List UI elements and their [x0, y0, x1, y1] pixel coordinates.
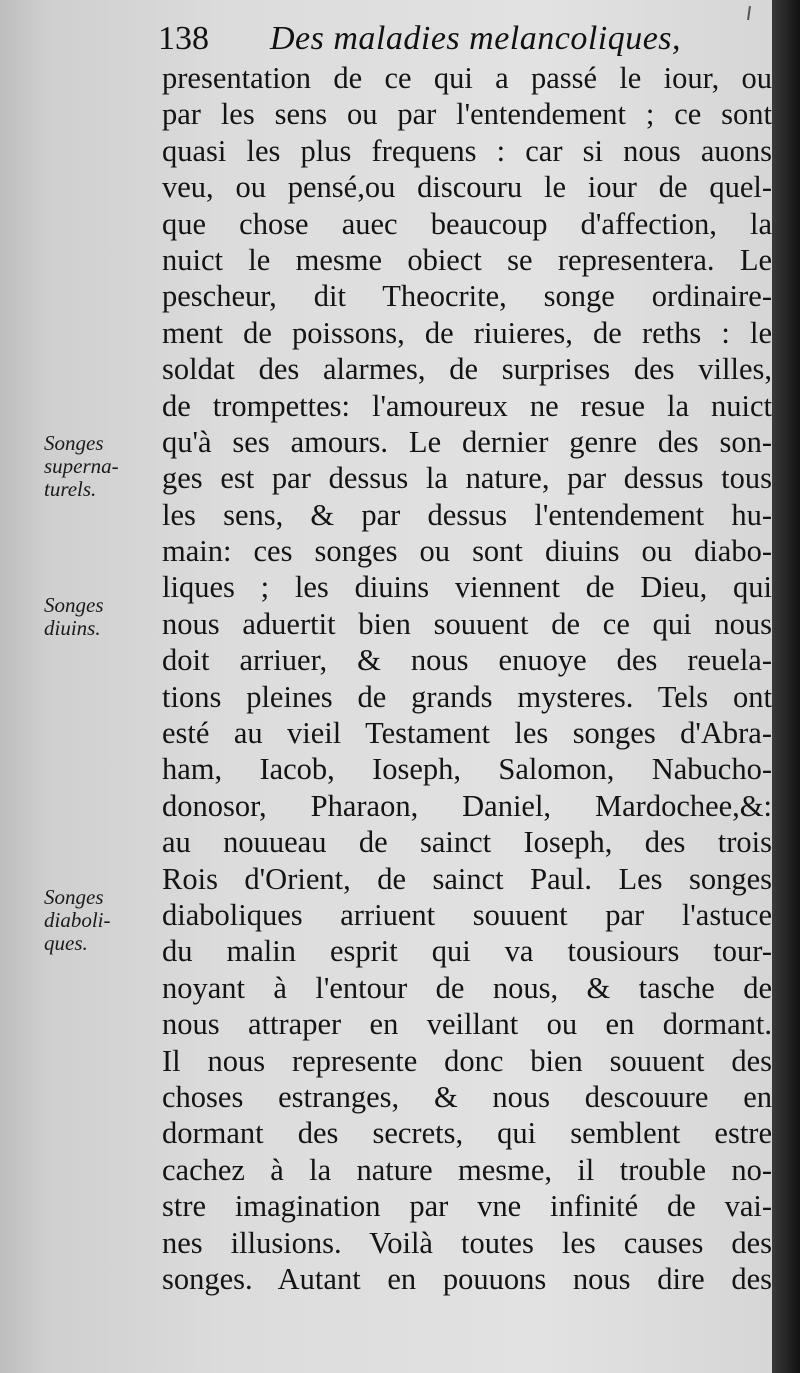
main-text-block — [162, 60, 772, 1297]
text-line: cachez à la nature mesme, il trouble no- — [162, 1152, 772, 1187]
text-line: que chose auec beaucoup d'affection, la — [162, 206, 772, 241]
text-line: nous attraper en veillant ou en dormant. — [162, 1007, 772, 1042]
text-line: Rois d'Orient, de sainct Paul. Les songes — [162, 861, 772, 896]
text-line: choses estranges, & nous descouure en — [162, 1079, 772, 1114]
text-line: donosor, Pharaon, Daniel, Mardochee,&: — [162, 788, 772, 823]
margin-note-songes-supernaturels — [44, 432, 154, 501]
text-line: pescheur, dit Theocrite, songe ordinaire- — [162, 279, 772, 314]
text-line: au nouueau de sainct Ioseph, des trois — [162, 825, 772, 860]
margin-note-line: superna- — [44, 454, 119, 478]
text-line: main: ces songes ou sont diuins ou diabo- — [162, 534, 772, 569]
page-gutter-shadow — [772, 0, 800, 1373]
text-line: diaboliques arriuent souuent par l'astuce — [162, 897, 772, 932]
margin-note-songes-diuins — [44, 594, 154, 640]
text-line: tions pleines de grands mysteres. Tels ont — [162, 679, 772, 714]
text-line: songes. Autant en pouuons nous dire des — [162, 1261, 772, 1296]
page-header — [158, 14, 768, 62]
text-line: de trompettes: l'amoureux ne resue la nuict — [162, 388, 772, 423]
text-line: esté au vieil Testament les songes d'Abra- — [162, 716, 772, 751]
text-line: qu'à ses amours. Le dernier genre des son- — [162, 424, 772, 459]
text-line: noyant à l'entour de nous, & tasche de — [162, 970, 772, 1005]
text-line: doit arriuer, & nous enuoye des reuela- — [162, 643, 772, 678]
page-number: 138 — [158, 20, 209, 57]
text-line: Il nous represente donc bien souuent des — [162, 1043, 772, 1078]
text-line: soldat des alarmes, de surprises des villes, — [162, 352, 772, 387]
text-line: veu, ou pensé,ou discouru le iour de quel- — [162, 170, 772, 205]
margin-note-songes-diaboliques — [44, 886, 154, 955]
text-line: les sens, & par dessus l'entendement hu- — [162, 497, 772, 532]
margin-note-line: diuins. — [44, 616, 101, 640]
text-line: ges est par dessus la nature, par dessus tous — [162, 461, 772, 496]
text-line: quasi les plus frequens : car si nous auons — [162, 133, 772, 168]
text-line: ham, Iacob, Ioseph, Salomon, Nabucho- — [162, 752, 772, 787]
text-line: par les sens ou par l'entendement ; ce sont — [162, 97, 772, 132]
text-line: nuict le mesme obiect se representera. Le — [162, 242, 772, 277]
margin-note-line: turels. — [44, 477, 97, 501]
margin-note-line: diaboli- — [44, 908, 111, 932]
text-line: liques ; les diuins viennent de Dieu, qui — [162, 570, 772, 605]
running-title: Des maladies melancoliques, — [270, 20, 682, 57]
text-line: stre imagination par vne infinité de vai- — [162, 1189, 772, 1224]
margin-note-line: Songes — [44, 431, 104, 455]
text-line: nous aduertit bien souuent de ce qui nous — [162, 606, 772, 641]
text-line: nes illusions. Voilà toutes les causes des — [162, 1225, 772, 1260]
margin-note-line: ques. — [44, 931, 88, 955]
margin-note-line: Songes — [44, 593, 104, 617]
text-line: du malin esprit qui va tousiours tour- — [162, 934, 772, 969]
margin-note-line: Songes — [44, 885, 104, 909]
text-line: presentation de ce qui a passé le iour, ou — [162, 61, 772, 95]
text-line: dormant des secrets, qui semblent estre — [162, 1116, 772, 1151]
text-line: ment de poissons, de riuieres, de reths : le — [162, 315, 772, 350]
